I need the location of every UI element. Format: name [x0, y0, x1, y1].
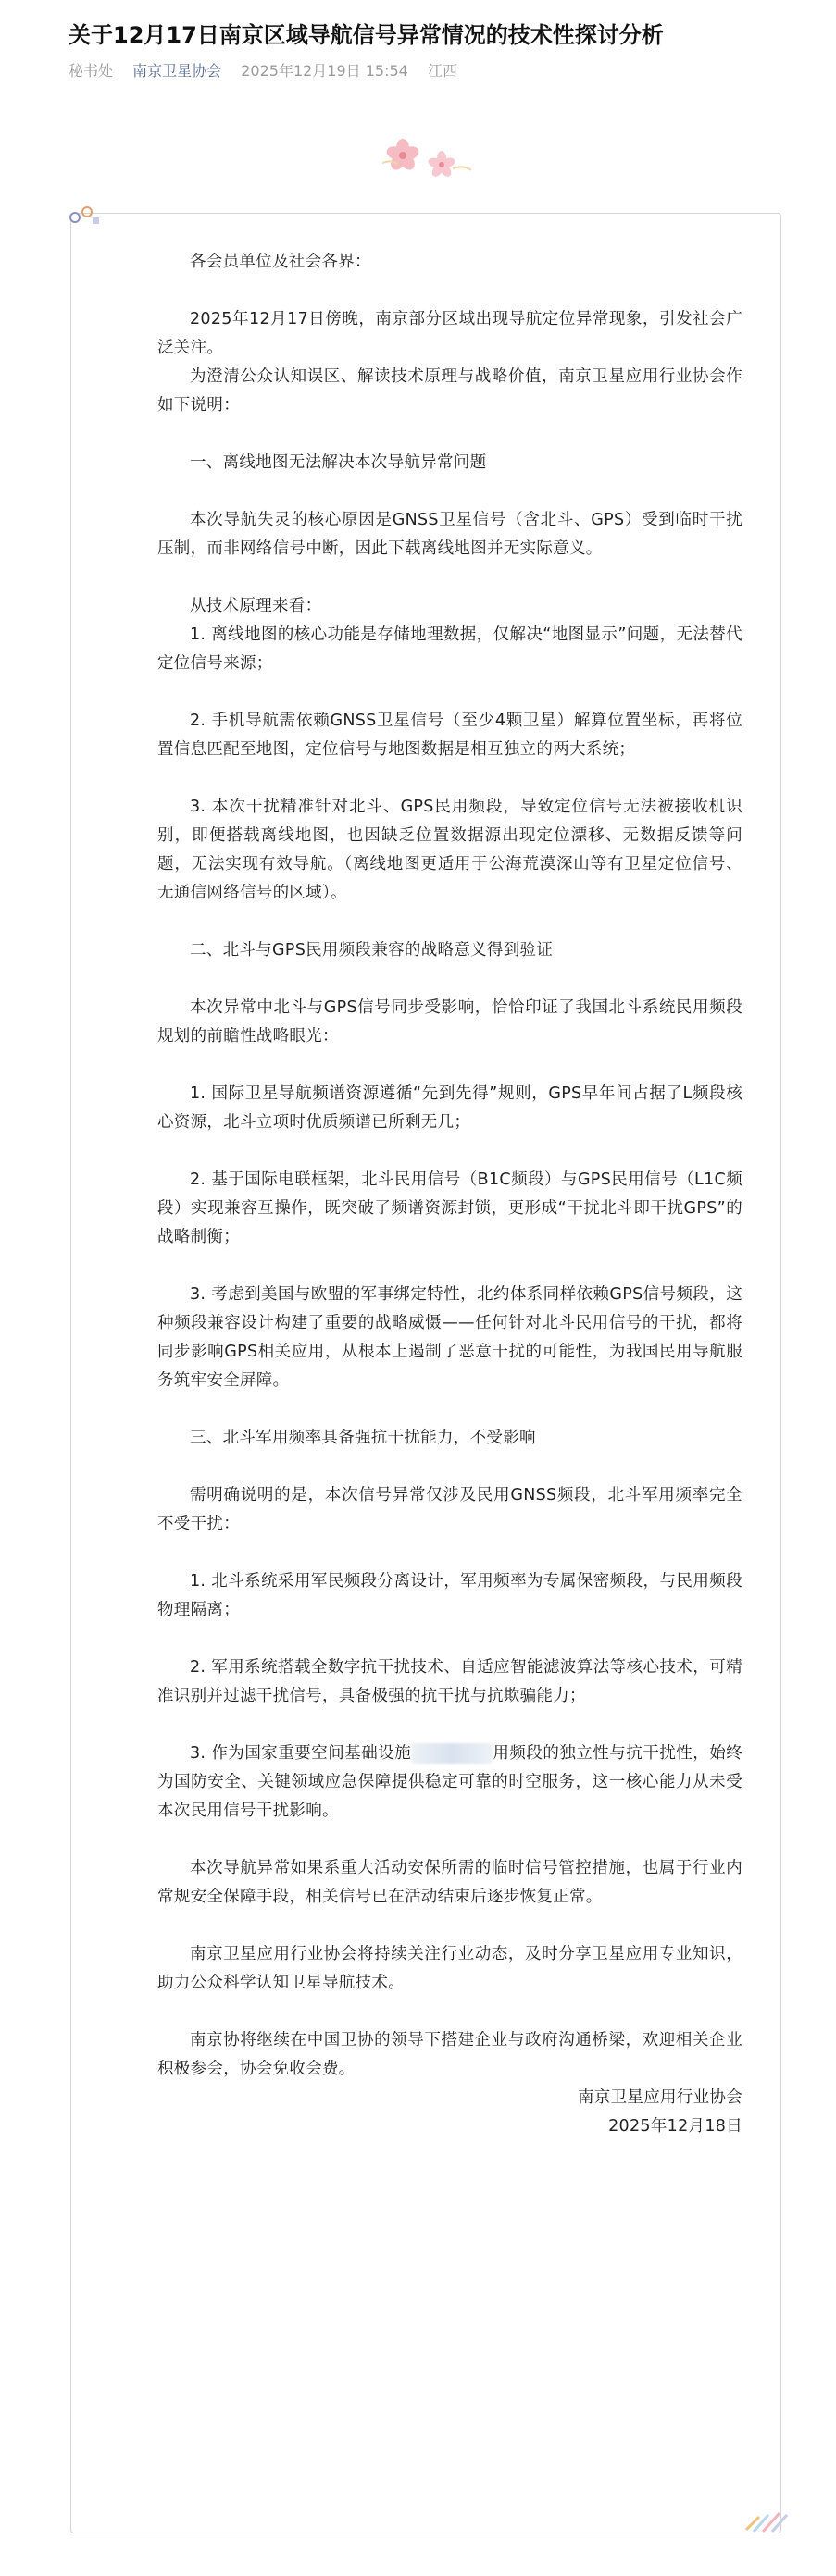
list-item: 2. 手机导航需依赖GNSS卫星信号（至少4颗卫星）解算位置坐标，再将位置信息匹配至地图，定位信号与地图数据是相互独立的两大系统； [157, 712, 742, 759]
paragraph: 南京卫星应用行业协会将持续关注行业动态，及时分享卫星应用专业知识，助力公众科学认知卫星导航技术。 [157, 1945, 742, 1992]
list-item-text: 用频段的独立性与抗干扰性，始终为国防安全、关键领域应急保障提供稳定可靠的时空服务，这一核心能力从未受本次民用信号干扰影响。 [157, 1744, 743, 1820]
section-heading: 一、离线地图无法解决本次导航异常问题 [190, 453, 487, 472]
signature-date: 2025年12月18日 [608, 2117, 742, 2136]
section-heading: 二、北斗与GPS民用频段兼容的战略意义得到验证 [190, 941, 554, 960]
article-body [157, 248, 742, 2141]
list-item [157, 1740, 742, 1826]
section-heading: 三、北斗军用频率具备强抗干扰能力，不受影响 [190, 1429, 536, 1447]
paragraph: 为澄清公众认知误区、解读技术原理与战略价值，南京卫星应用行业协会作如下说明： [157, 367, 742, 415]
paragraph: 2025年12月17日傍晚，南京部分区域出现导航定位异常现象，引发社会广泛关注。 [157, 310, 742, 357]
list-item: 1. 北斗系统采用军民频段分离设计，军用频率为专属保密频段，与民用频段物理隔离； [157, 1572, 742, 1619]
publish-datetime: 2025年12月19日 15:54 [241, 62, 408, 80]
list-item: 1. 国际卫星导航频谱资源遵循“先到先得”规则，GPS早年间占据了L频段核心资源，北斗立项时优质频谱已所剩无几； [157, 1084, 742, 1132]
article-title: 关于12月17日南京区域导航信号异常情况的技术性探讨分析 [69, 22, 664, 48]
list-item-text: 3. 作为国家重要空间基础设施 [190, 1744, 412, 1763]
list-item: 3. 本次干扰精准针对北斗、GPS民用频段，导致定位信号无法被接收机识别，即便搭载离线地图，也因缺乏位置数据源出现定位漂移、无数据反馈等问题，无法实现有效导航。（离线地图更适用于公海荒漠深山等有卫星定位信号、无通信网络信号的区域）。 [157, 798, 742, 902]
author-label: 秘书处 [69, 62, 114, 80]
list-item: 2. 军用系统搭载全数字抗干扰技术、自适应智能滤波算法等核心技术，可精准识别并过滤干扰信号，具备极强的抗干扰与抗欺骗能力； [157, 1658, 742, 1705]
publish-location: 江西 [427, 62, 457, 80]
paragraph: 本次异常中北斗与GPS信号同步受影响，恰恰印证了我国北斗系统民用频段规划的前瞻性战略眼光： [157, 998, 742, 1046]
corner-ornament-icon [741, 2489, 796, 2535]
flower-decoration-icon [375, 128, 477, 183]
paragraph: 本次导航异常如果系重大活动安保所需的临时信号管控措施，也属于行业内常规安全保障手段，相关信号已在活动结束后逐步恢复正常。 [157, 1859, 742, 1906]
list-item: 3. 考虑到美国与欧盟的军事绑定特性，北约体系同样依赖GPS信号频段，这种频段兼容设计构建了重要的战略威慑——任何针对北斗民用信号的干扰，都将同步影响GPS相关应用，从根本上遏制了恶意干扰的可能性，为我国民用导航服务筑牢安全屏障。 [157, 1285, 742, 1390]
list-item: 2. 基于国际电联框架，北斗民用信号（B1C频段）与GPS民用信号（L1C频段）实现兼容互操作，既突破了频谱资源封锁，更形成“干扰北斗即干扰GPS”的战略制衡； [157, 1170, 742, 1246]
corner-ornament-icon [67, 203, 104, 227]
paragraph: 需明确说明的是，本次信号异常仅涉及民用GNSS频段，北斗军用频率完全不受干扰： [157, 1486, 742, 1533]
paragraph: 南京协将继续在中国卫协的领导下搭建企业与政府沟通桥梁，欢迎相关企业积极参会，协会免收会费。 [157, 2031, 742, 2078]
paragraph: 本次导航失灵的核心原因是GNSS卫星信号（含北斗、GPS）受到临时干扰压制，而非网络信号中断，因此下载离线地图并无实际意义。 [157, 511, 742, 558]
article-meta [69, 61, 472, 81]
redacted-text [411, 1743, 493, 1764]
paragraph: 从技术原理来看： [190, 597, 322, 615]
account-link[interactable]: 南京卫星协会 [132, 62, 222, 80]
salutation: 各会员单位及社会各界： [190, 253, 371, 271]
list-item: 1. 离线地图的核心功能是存储地理数据，仅解决“地图显示”问题，无法替代定位信号来源； [157, 625, 742, 673]
signature-org: 南京卫星应用行业协会 [578, 2088, 742, 2107]
